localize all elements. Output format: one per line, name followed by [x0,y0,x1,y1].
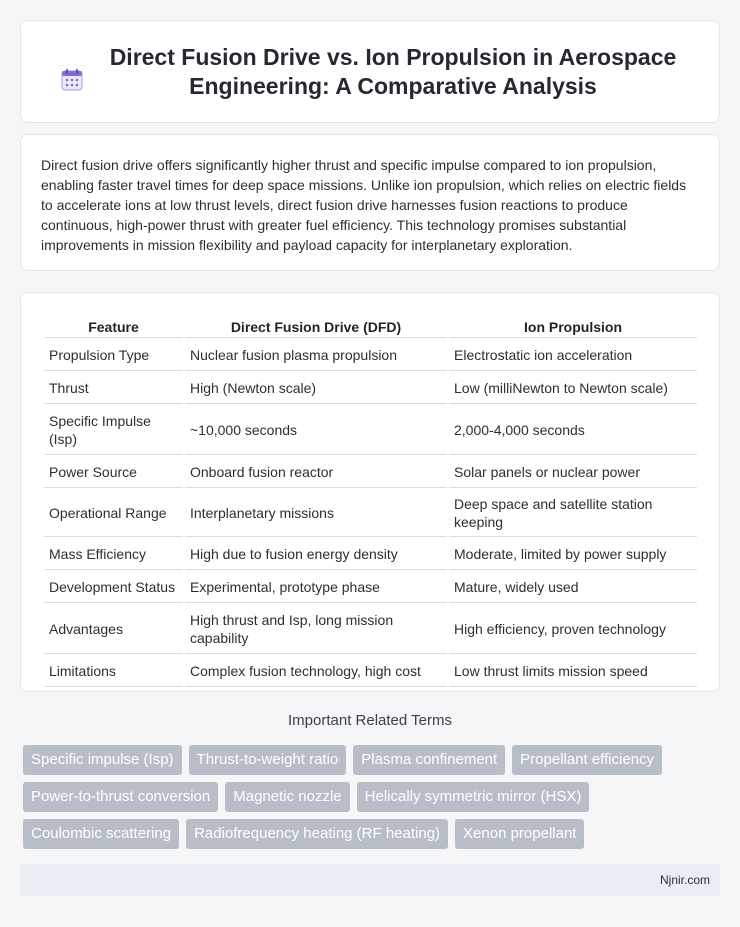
cell-ion: 2,000-4,000 seconds [449,406,697,455]
cell-ion: Moderate, limited by power supply [449,539,697,570]
comparison-card [20,292,720,692]
related-term-tag[interactable]: Power-to-thrust conversion [23,782,218,812]
footer-site: Njnir.com [659,873,710,887]
page-title: Direct Fusion Drive vs. Ion Propulsion in Aerospace Engineering: A Comparative Analysis [109,43,677,99]
table-header-row [44,315,697,338]
table-row [44,490,697,537]
cell-ion: Mature, widely used [449,572,697,603]
cell-feature: Operational Range [44,490,183,537]
related-term-tag[interactable]: Xenon propellant [455,819,584,849]
related-terms-list [23,745,723,856]
related-term-tag[interactable]: Coulombic scattering [23,819,179,849]
related-term-tag[interactable]: Helically symmetric mirror (HSX) [357,782,590,812]
intro-paragraph: Direct fusion drive offers significantly higher thrust and specific impulse compared to ion propulsion, enabling faster travel times for deep space missions. Unlike ion propulsion, which relies on electric fields to accelerate ions at low thrust levels, direct fusion drive harnesses fusion reactions to produce continuous, high-power thrust with greater fuel efficiency. This technology promises substantial improvements in mission flexibility and payload capacity for interplanetary exploration. [41,157,687,253]
calendar-icon [60,68,84,92]
header-feature: Feature [44,315,183,338]
header-dfd: Direct Fusion Drive (DFD) [185,315,447,338]
cell-ion: Deep space and satellite station keeping [449,490,697,537]
table-row [44,539,697,570]
table-row [44,572,697,603]
table-row [44,457,697,488]
cell-feature: Specific Impulse (Isp) [44,406,183,455]
cell-ion: Low thrust limits mission speed [449,656,697,687]
cell-dfd: High thrust and Isp, long mission capability [185,605,447,654]
table-row [44,340,697,371]
related-term-tag[interactable]: Propellant efficiency [512,745,662,775]
table-row [44,656,697,687]
table-body [44,340,697,687]
cell-dfd: Experimental, prototype phase [185,572,447,603]
related-term-tag[interactable]: Thrust-to-weight ratio [189,745,347,775]
comparison-table [42,313,699,689]
cell-dfd: Complex fusion technology, high cost [185,656,447,687]
title-card [20,20,720,123]
cell-dfd: Onboard fusion reactor [185,457,447,488]
related-term-tag[interactable]: Plasma confinement [353,745,505,775]
cell-feature: Mass Efficiency [44,539,183,570]
related-term-tag[interactable]: Specific impulse (Isp) [23,745,182,775]
related-terms-title: Important Related Terms [288,712,452,729]
cell-dfd: High due to fusion energy density [185,539,447,570]
cell-feature: Advantages [44,605,183,654]
cell-dfd: ~10,000 seconds [185,406,447,455]
table-row [44,373,697,404]
intro-card [20,134,720,271]
table-row [44,406,697,455]
table-row [44,605,697,654]
cell-ion: Low (milliNewton to Newton scale) [449,373,697,404]
cell-dfd: Interplanetary missions [185,490,447,537]
cell-ion: Solar panels or nuclear power [449,457,697,488]
cell-dfd: Nuclear fusion plasma propulsion [185,340,447,371]
cell-feature: Power Source [44,457,183,488]
cell-dfd: High (Newton scale) [185,373,447,404]
header-ion: Ion Propulsion [449,315,697,338]
cell-ion: Electrostatic ion acceleration [449,340,697,371]
title-wrap [60,43,680,101]
related-term-tag[interactable]: Magnetic nozzle [225,782,349,812]
cell-feature: Development Status [44,572,183,603]
cell-feature: Thrust [44,373,183,404]
footer [20,864,720,896]
related-term-tag[interactable]: Radiofrequency heating (RF heating) [186,819,448,849]
cell-feature: Limitations [44,656,183,687]
cell-feature: Propulsion Type [44,340,183,371]
cell-ion: High efficiency, proven technology [449,605,697,654]
